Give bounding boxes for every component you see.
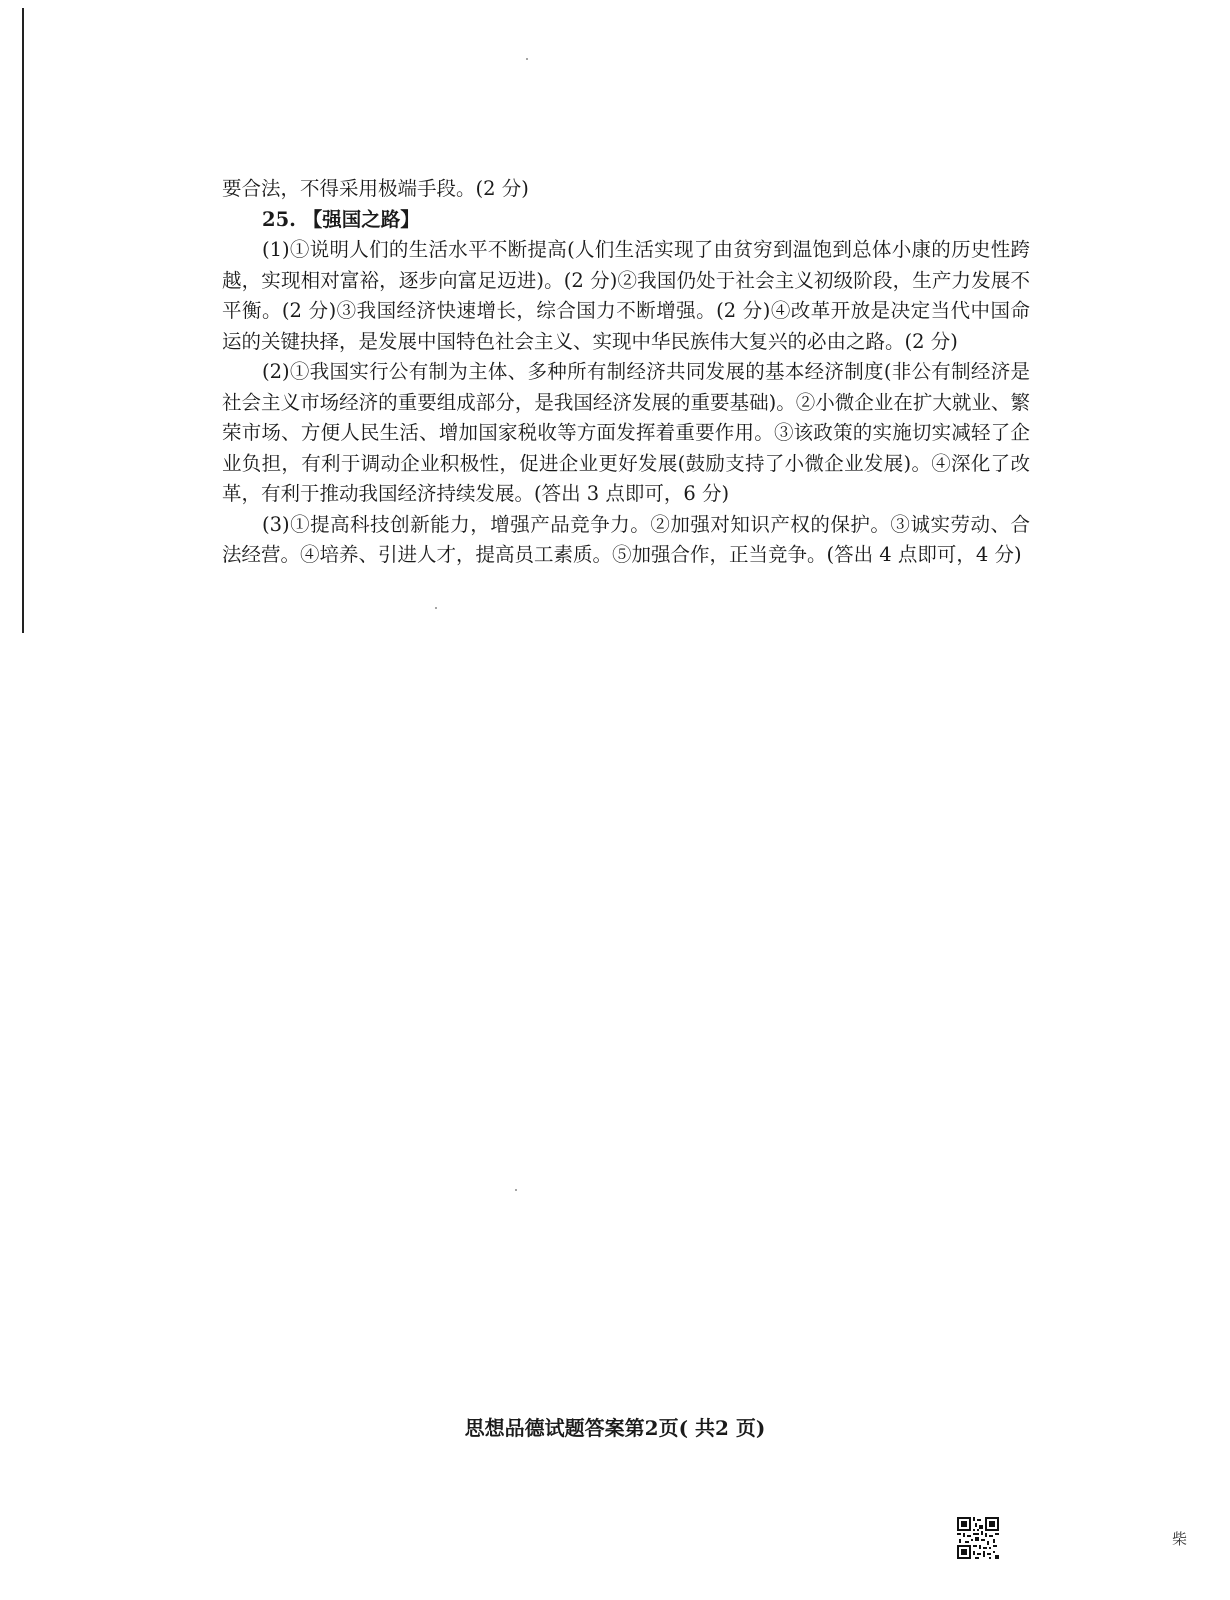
answer-content (222, 174, 1030, 571)
answer-part-1: (1)①说明人们的生活水平不断提高(人们生活实现了由贫穷到温饱到总体小康的历史性跨越，实现相对富裕，逐步向富足迈进)。(2 分)②我国仍处于社会主义初级阶段，生产力发展不平衡。(2 分)③我国经济快速增长，综合国力不断增强。(2 分)④改革开放是决定当代中国命运的关键抉择，是发展中国特色社会主义、实现中华民族伟大复兴的必由之路。(2 分) (222, 238, 1030, 353)
scan-speck (435, 607, 437, 609)
scan-edge-line (22, 8, 24, 633)
continued-line: 要合法，不得采用极端手段。(2 分) (222, 177, 529, 200)
scan-speck (515, 1189, 517, 1191)
qr-code-icon (957, 1517, 999, 1559)
scan-speck (526, 58, 528, 60)
answer-part-3: (3)①提高科技创新能力，增强产品竞争力。②加强对知识产权的保护。③诚实劳动、合法经营。④培养、引进人才，提高员工素质。⑤加强合作，正当竞争。(答出 4 点即可，4 分) (222, 512, 1030, 566)
page-footer: 思想品德试题答案第2页( 共2 页) (464, 1416, 766, 1440)
corner-mark: 柴 (1172, 1530, 1188, 1548)
answer-part-2: (2)①我国实行公有制为主体、多种所有制经济共同发展的基本经济制度(非公有制经济是社会主义市场经济的重要组成部分，是我国经济发展的重要基础)。②小微企业在扩大就业、繁荣市场、方便人民生活、增加国家税收等方面发挥着重要作用。③该政策的实施切实减轻了企业负担，有利于调动企业积极性，促进企业更好发展(鼓励支持了小微企业发展)。④深化了改革，有利于推动我国经济持续发展。(答出 3 点即可，6 分) (222, 360, 1030, 505)
question-25-title: 25. 【强国之路】 (262, 207, 420, 231)
